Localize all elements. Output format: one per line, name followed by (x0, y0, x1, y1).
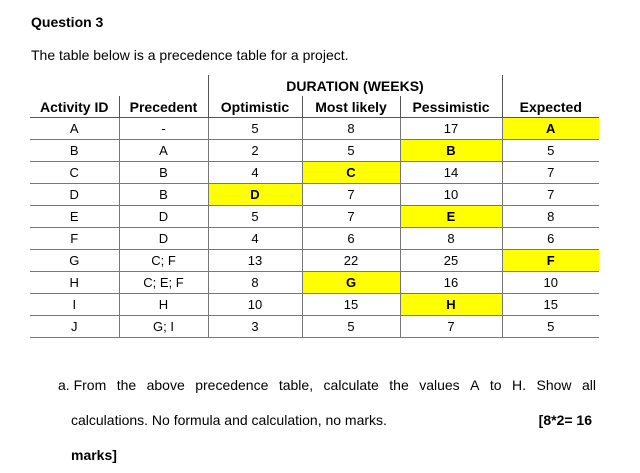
question-a-word: precedence (195, 377, 269, 393)
precedent-cell: D (119, 228, 208, 250)
precedent-cell: B (119, 184, 208, 206)
col-header-optimistic: Optimistic (208, 96, 302, 118)
pessimistic-cell-unknown: B (400, 140, 502, 162)
expected-cell: 6 (502, 228, 599, 250)
table-row (30, 184, 599, 206)
pessimistic-cell: 17 (400, 118, 502, 140)
question-a-word: H. (512, 377, 527, 393)
activity-id-cell: A (30, 118, 119, 140)
optimistic-cell: 4 (208, 228, 302, 250)
activity-id-cell: H (30, 272, 119, 294)
optimistic-cell: 2 (208, 140, 302, 162)
activity-id-cell: G (30, 250, 119, 272)
most-likely-cell: 15 (302, 294, 400, 316)
optimistic-cell: 4 (208, 162, 302, 184)
pessimistic-cell: 25 (400, 250, 502, 272)
question-a-instructions: calculations. No formula and calculation, no marks. (71, 412, 387, 428)
expected-cell: 7 (502, 184, 599, 206)
activity-id-cell: J (30, 316, 119, 338)
marks-allocation: [8*2= 16 (538, 412, 592, 428)
optimistic-cell: 10 (208, 294, 302, 316)
question-title: Question 3 (31, 14, 104, 30)
precedent-cell: D (119, 206, 208, 228)
table-row (30, 316, 599, 338)
col-header-precedent: Precedent (119, 96, 208, 118)
precedent-cell: B (119, 162, 208, 184)
most-likely-cell-unknown: G (302, 272, 400, 294)
table-row (30, 140, 599, 162)
duration-header: DURATION (WEEKS) (208, 75, 502, 96)
pessimistic-cell-unknown: E (400, 206, 502, 228)
table-row (30, 162, 599, 184)
activity-id-cell: I (30, 294, 119, 316)
pessimistic-cell-unknown: H (400, 294, 502, 316)
expected-cell: 10 (502, 272, 599, 294)
question-a-line1 (58, 368, 596, 403)
pessimistic-cell: 16 (400, 272, 502, 294)
optimistic-cell: 13 (208, 250, 302, 272)
pessimistic-cell: 10 (400, 184, 502, 206)
most-likely-cell: 6 (302, 228, 400, 250)
question-a-word: Show (536, 377, 572, 393)
col-header-pessimistic: Pessimistic (400, 96, 502, 118)
optimistic-cell-unknown: D (208, 184, 302, 206)
expected-cell: 15 (502, 294, 599, 316)
most-likely-cell: 7 (302, 206, 400, 228)
optimistic-cell: 8 (208, 272, 302, 294)
activity-id-cell: F (30, 228, 119, 250)
optimistic-cell: 5 (208, 206, 302, 228)
question-a-word: A (470, 377, 480, 393)
intro-text: The table below is a precedence table for a project. (31, 47, 349, 63)
question-a-word: all (581, 377, 596, 393)
precedent-cell: A (119, 140, 208, 162)
expected-cell-unknown: A (502, 118, 599, 140)
marks-suffix: marks] (71, 447, 117, 463)
table-row (30, 250, 599, 272)
question-a (58, 368, 596, 473)
question-a-word: the (389, 377, 409, 393)
table-row (30, 294, 599, 316)
expected-cell-unknown: F (502, 250, 599, 272)
pessimistic-cell: 14 (400, 162, 502, 184)
question-a-word: above (146, 377, 185, 393)
precedent-cell: C; F (119, 250, 208, 272)
precedent-cell: G; I (119, 316, 208, 338)
optimistic-cell: 5 (208, 118, 302, 140)
most-likely-cell: 5 (302, 316, 400, 338)
table-row (30, 272, 599, 294)
col-header-most-likely: Most likely (302, 96, 400, 118)
question-a-word: calculate (323, 377, 379, 393)
activity-id-cell: E (30, 206, 119, 228)
most-likely-cell: 5 (302, 140, 400, 162)
most-likely-cell: 8 (302, 118, 400, 140)
most-likely-cell-unknown: C (302, 162, 400, 184)
activity-id-cell: C (30, 162, 119, 184)
question-a-word: table, (278, 377, 314, 393)
precedent-cell: - (119, 118, 208, 140)
most-likely-cell: 7 (302, 184, 400, 206)
table-row (30, 228, 599, 250)
expected-cell: 5 (502, 316, 599, 338)
pessimistic-cell: 8 (400, 228, 502, 250)
activity-id-cell: B (30, 140, 119, 162)
most-likely-cell: 22 (302, 250, 400, 272)
col-header-expected: Expected (502, 96, 599, 118)
optimistic-cell: 3 (208, 316, 302, 338)
expected-cell: 7 (502, 162, 599, 184)
table-body (30, 118, 599, 338)
expected-cell: 8 (502, 206, 599, 228)
pessimistic-cell: 7 (400, 316, 502, 338)
question-a-word: a. From (58, 377, 107, 393)
question-a-line2 (58, 403, 596, 438)
question-a-word: values (419, 377, 460, 393)
activity-id-cell: D (30, 184, 119, 206)
question-a-word: to (489, 377, 502, 393)
table-row (30, 118, 599, 140)
expected-cell: 5 (502, 140, 599, 162)
question-a-word: the (116, 377, 137, 393)
precedent-cell: C; E; F (119, 272, 208, 294)
precedent-cell: H (119, 294, 208, 316)
col-header-activity-id: Activity ID (30, 96, 119, 118)
table-row (30, 206, 599, 228)
precedence-table (30, 75, 599, 338)
